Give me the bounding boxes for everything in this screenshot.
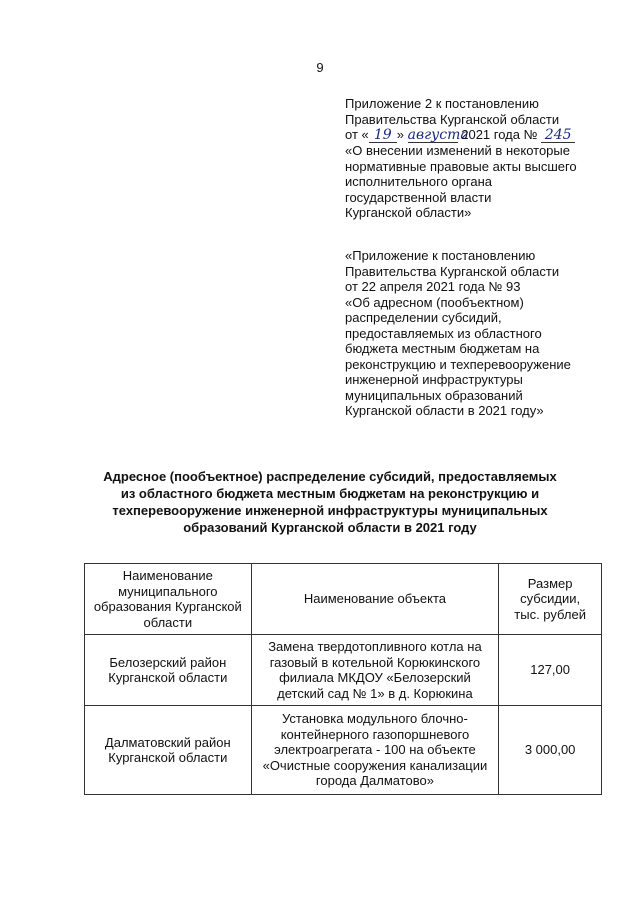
- annex-line: муниципальных образований: [345, 387, 523, 403]
- handwritten-number: 245: [541, 129, 575, 143]
- date-year: 2021 года №: [461, 127, 538, 142]
- cell-line: Курганской области: [108, 670, 228, 685]
- annex-line: Курганской области»: [345, 205, 472, 220]
- date-mid: »: [396, 127, 404, 142]
- table-header-row: [85, 564, 602, 635]
- cell-line: «Очистные сооружения канализации: [262, 757, 488, 773]
- cell-municipality: [85, 706, 252, 795]
- annex-line: Правительства Курганской области: [345, 263, 560, 279]
- cell-line: Белозерский район: [109, 654, 227, 670]
- title-line: техперевооружение инженерной инфраструктуры муниципальных: [112, 503, 548, 518]
- cell-line: Далматовский район: [104, 734, 231, 750]
- annex-date-line: [345, 127, 615, 143]
- annex-header-original: [345, 248, 615, 419]
- page-number: 9: [316, 60, 324, 75]
- cell-line: Курганской области: [108, 750, 228, 765]
- cell-line: Установка модульного блочно-: [282, 711, 468, 727]
- cell-line: контейнерного газопоршневого: [280, 726, 470, 742]
- header-line: Наименование: [122, 568, 213, 583]
- header-amount: [499, 564, 602, 635]
- annex-line: Правительства Курганской области: [345, 111, 560, 127]
- header-line: Размер: [527, 575, 573, 591]
- cell-line: электроагрегата - 100 на объекте: [274, 742, 476, 758]
- header-municipality: [85, 564, 252, 635]
- annex-line: инженерной инфраструктуры: [345, 372, 523, 387]
- annex-line: бюджета местным бюджетам на: [345, 341, 540, 356]
- subsidy-table: [84, 563, 602, 795]
- cell-amount: 127,00: [499, 635, 602, 706]
- cell-line: детский сад № 1» в д. Корюкина: [277, 685, 473, 701]
- annex-line: реконструкцию и техперевооружение: [345, 356, 571, 372]
- annex-line: Курганской области в 2021 году»: [345, 403, 544, 418]
- cell-line: газовый в котельной Корюкинского: [269, 654, 481, 670]
- title-line: Адресное (пообъектное) распределение субсидий, предоставляемых: [103, 469, 557, 484]
- handwritten-month: августа: [407, 127, 469, 143]
- annex-line: распределении субсидий,: [345, 310, 502, 325]
- cell-amount: 3 000,00: [499, 706, 602, 795]
- annex-line: «Об адресном (пообъектном): [345, 294, 524, 310]
- table-row: [85, 706, 602, 795]
- annex-line: Приложение 2 к постановлению: [345, 96, 539, 111]
- annex-line: предоставляемых из областного: [345, 325, 542, 341]
- header-line: субсидии,: [520, 591, 581, 607]
- title-line: образований Курганской области в 2021 году: [183, 520, 477, 535]
- header-line: муниципального: [118, 583, 218, 599]
- annex-line: «Приложение к постановлению: [345, 248, 536, 263]
- document-title: [80, 468, 580, 536]
- annex-line: государственной власти: [345, 189, 492, 205]
- annex-line: «О внесении изменений в некоторые: [345, 143, 570, 158]
- cell-line: филиала МКДОУ «Белозерский: [279, 670, 471, 685]
- date-prefix: от «: [345, 127, 369, 142]
- annex-header-current: [345, 96, 615, 221]
- cell-object: [251, 706, 499, 795]
- cell-municipality: [85, 635, 252, 706]
- header-line: тыс. рублей: [514, 606, 586, 622]
- header-line: образования Курганской: [93, 599, 242, 614]
- annex-line: от 22 апреля 2021 года № 93: [345, 279, 521, 294]
- header-line: области: [143, 614, 193, 630]
- title-line: из областного бюджета местным бюджетам на реконструкцию и: [120, 486, 540, 501]
- cell-line: Замена твердотопливного котла на: [268, 639, 482, 654]
- table-row: [85, 635, 602, 706]
- cell-object: [251, 635, 499, 706]
- annex-line: нормативные правовые акты высшего: [345, 158, 577, 174]
- cell-line: города Далматово»: [315, 773, 434, 789]
- header-object: Наименование объекта: [251, 564, 499, 635]
- handwritten-day: 19: [369, 129, 397, 143]
- annex-line: исполнительного органа: [345, 174, 492, 189]
